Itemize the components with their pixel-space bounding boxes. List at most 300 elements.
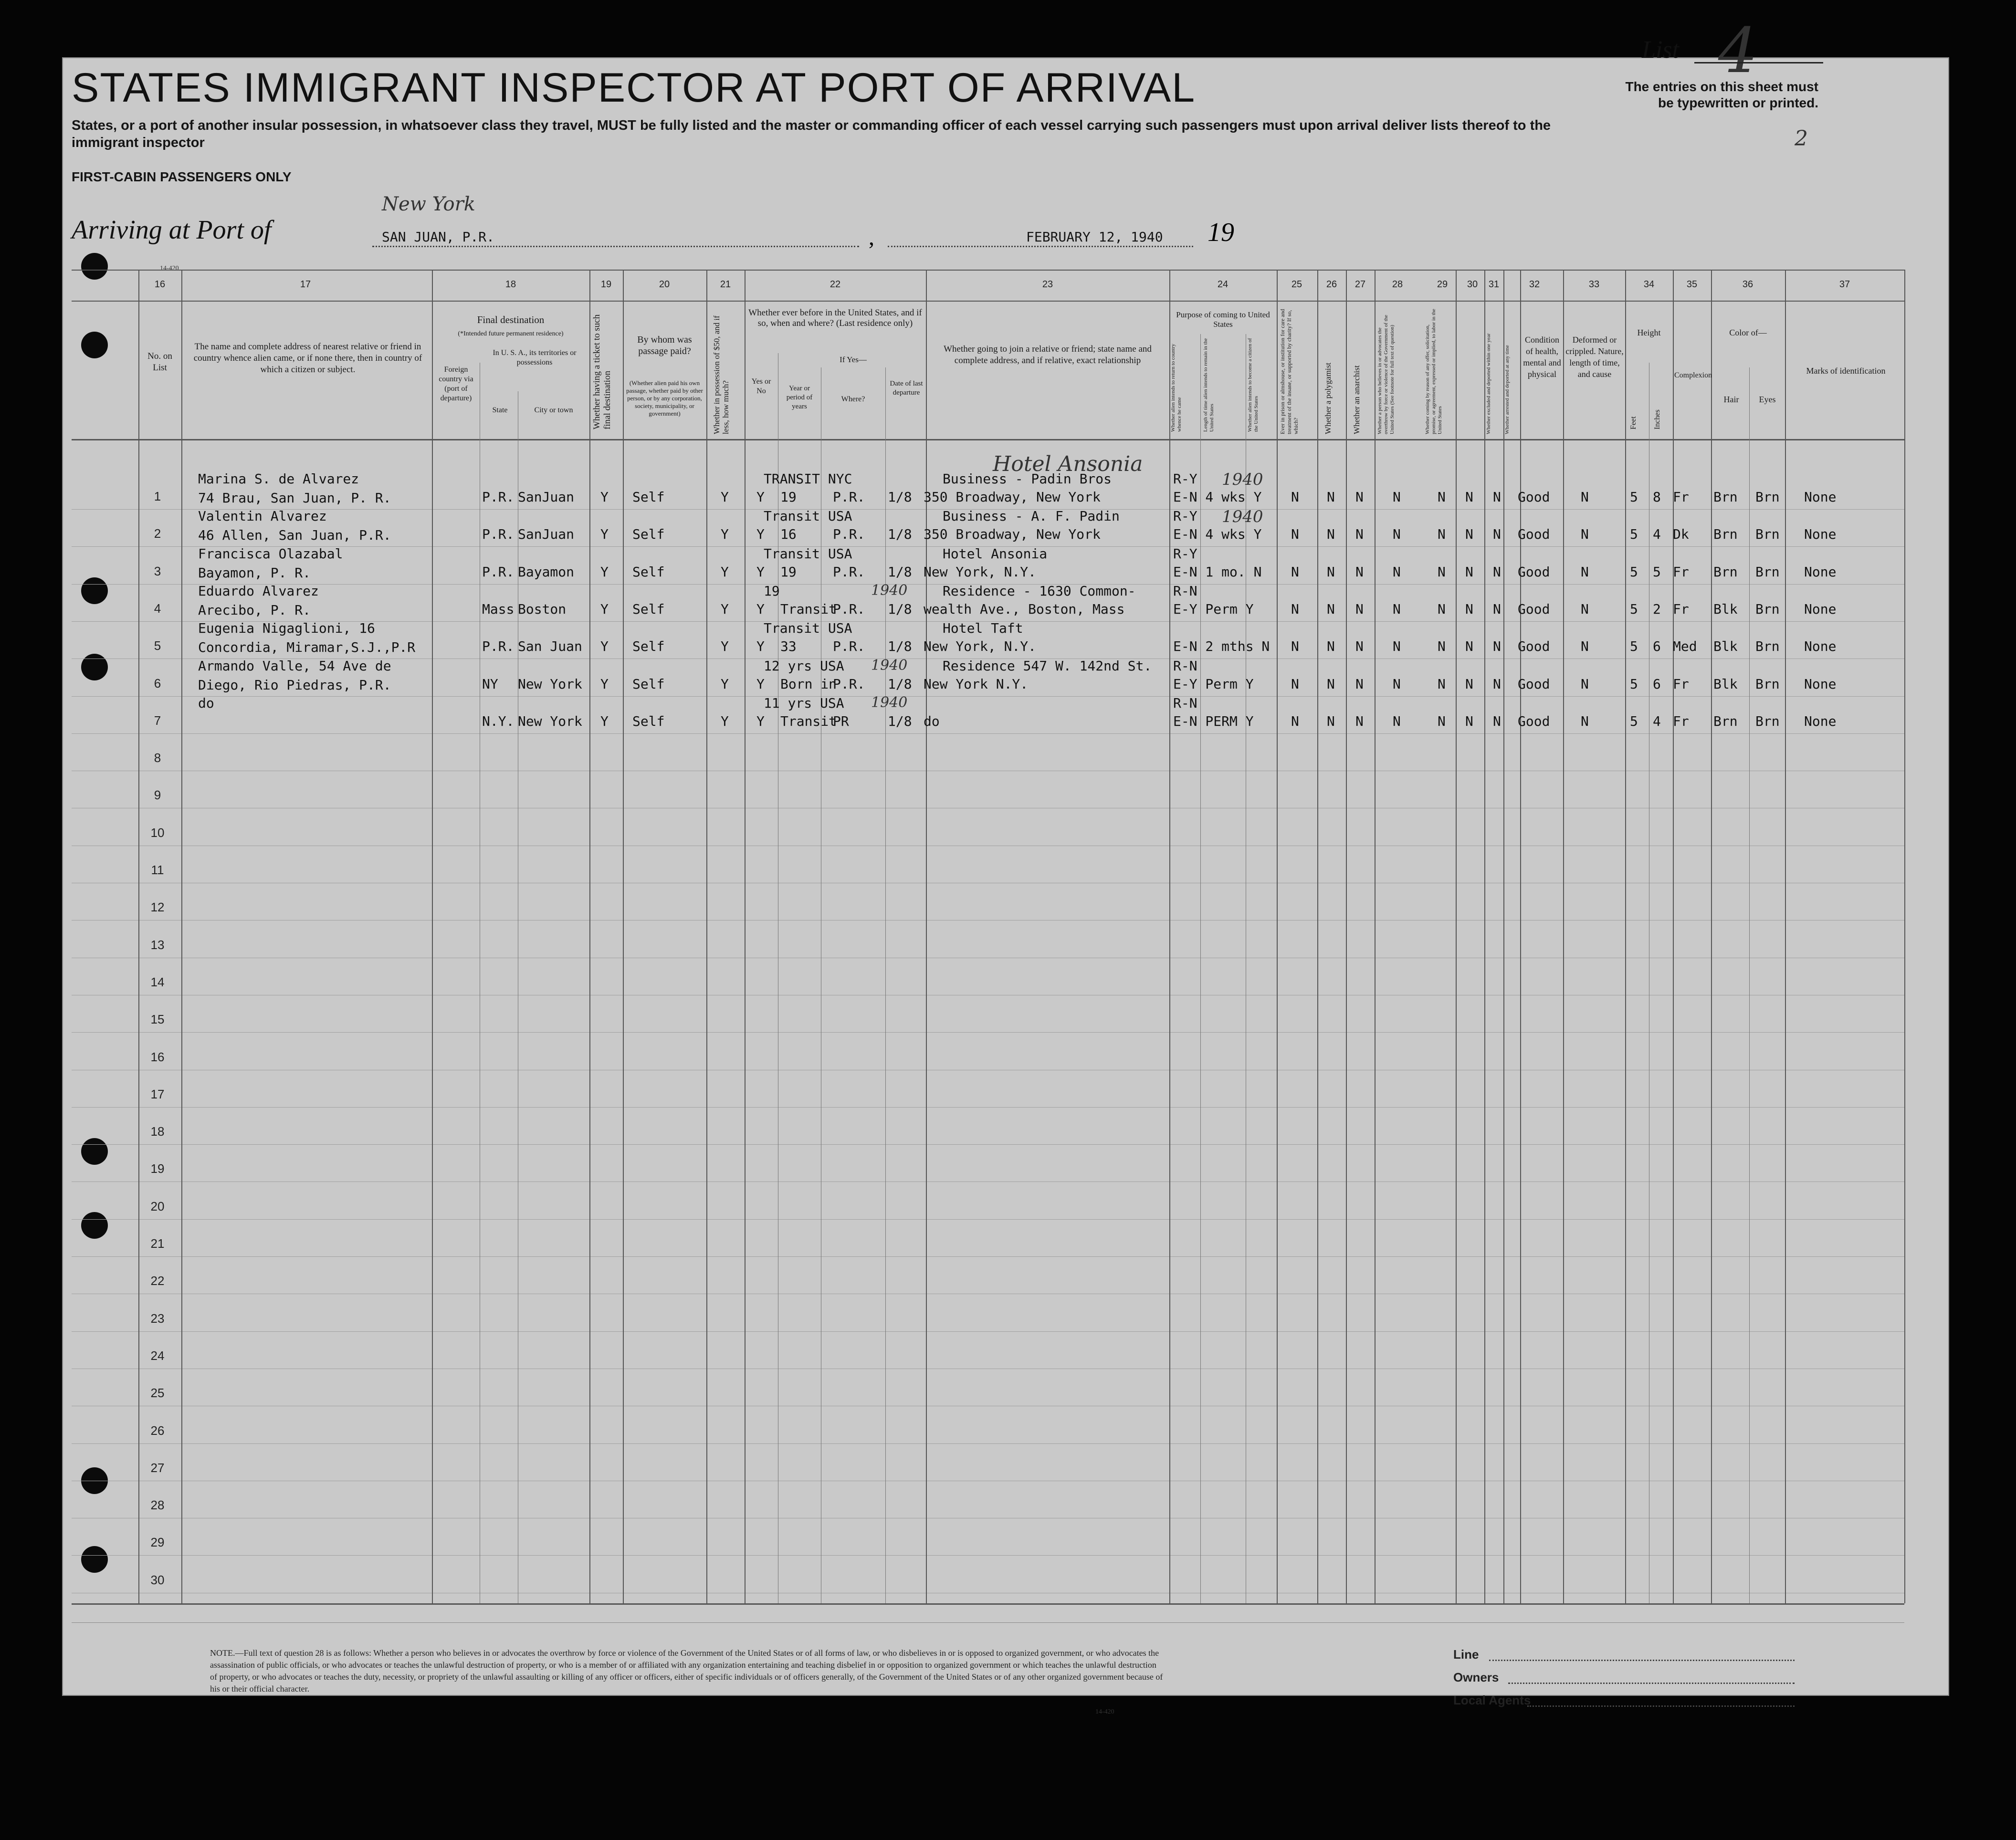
- header-passage-paid-sub: (Whether alien paid his own passage, whether paid by other person, or by any corporation, society, municipality, or government): [626, 379, 703, 417]
- cell-city: SanJuan: [518, 526, 575, 543]
- cell-p24: E-N 1 mo. N: [1173, 564, 1262, 580]
- cell-inches: 6: [1653, 638, 1661, 655]
- cell-eyes: Brn: [1755, 601, 1780, 617]
- row-number: 24: [150, 1348, 165, 1363]
- row-number: 12: [150, 900, 165, 915]
- header-passage-paid: By whom was passage paid?: [637, 335, 692, 356]
- list-label: List: [1642, 36, 1680, 63]
- cell-where: P.R.: [833, 638, 865, 655]
- row-number: 18: [150, 1124, 165, 1139]
- cell-eyes: Brn: [1755, 489, 1780, 505]
- row-number: 9: [154, 788, 161, 803]
- cell-where: P.R.: [833, 489, 865, 505]
- header-prison: Ever in prison or almshouse, or institution for care and treatment of the insane, or supported by charity? If so, which?: [1279, 309, 1299, 434]
- line-dotted-line: [1489, 1660, 1795, 1661]
- column-number: 33: [1588, 279, 1600, 290]
- cell-c25: N: [1291, 564, 1299, 580]
- cell-health: Good: [1518, 564, 1550, 580]
- cell-money: Y: [721, 601, 729, 617]
- cell-c29: N: [1438, 601, 1446, 617]
- header-final-destination-sub: (*Intended future permanent residence): [458, 330, 564, 337]
- cell-c31: N: [1493, 638, 1501, 655]
- cell-name1: Eduardo Alvarez: [198, 583, 319, 599]
- cell-where: P.R.: [833, 526, 865, 543]
- cell-above23: Business - A. F. Padin: [943, 508, 1120, 524]
- cell-date: 1/8: [888, 489, 912, 505]
- cell-complexion: Fr: [1673, 489, 1689, 505]
- handwritten-hand22: 1940: [871, 657, 908, 674]
- row-number: 27: [150, 1460, 165, 1475]
- row-number: 5: [154, 638, 161, 653]
- handwritten-hand24: 1940: [1222, 507, 1263, 527]
- cell-c27: N: [1355, 713, 1364, 729]
- cell-above24: R-Y: [1173, 545, 1197, 562]
- cell-before: Y: [756, 713, 765, 729]
- cell-health: Good: [1518, 601, 1550, 617]
- row-number: 3: [154, 564, 161, 578]
- header-where: Where?: [841, 395, 865, 403]
- year-printed: 19: [1208, 218, 1234, 247]
- cell-year: 33: [780, 638, 797, 655]
- cell-name1: Marina S. de Alvarez: [198, 471, 359, 487]
- cell-above24: R-Y: [1173, 508, 1197, 524]
- form-code-bottom: 14-420: [1095, 1708, 1114, 1715]
- cell-c30: N: [1465, 489, 1473, 505]
- cell-hair: Blk: [1713, 601, 1738, 617]
- cell-date: 1/8: [888, 676, 912, 692]
- cell-city: SanJuan: [518, 489, 575, 505]
- row-number: 19: [150, 1161, 165, 1176]
- cell-c26: N: [1327, 638, 1335, 655]
- cell-name2: Diego, Rio Piedras, P.R.: [198, 677, 391, 693]
- agents-dotted-line: [1527, 1705, 1795, 1707]
- cell-hair: Blk: [1713, 638, 1738, 655]
- cell-above23: Residence 547 W. 142nd St.: [943, 658, 1152, 674]
- row-number: 11: [151, 863, 164, 877]
- cell-city: Boston: [518, 601, 567, 617]
- cell-name2: Concordia, Miramar,S.J.,P.R: [198, 639, 416, 656]
- binder-hole: [81, 577, 108, 604]
- port-handwritten: New York: [382, 193, 475, 215]
- col-line: [138, 270, 139, 1603]
- cell-c28: N: [1393, 526, 1401, 543]
- cell-before: Y: [756, 526, 765, 543]
- col-line: [1200, 334, 1201, 1603]
- cell-above24: R-N: [1173, 695, 1197, 711]
- cell-hair: Brn: [1713, 489, 1738, 505]
- cell-name2: Arecibo, P. R.: [198, 602, 311, 618]
- header-eyes: Eyes: [1759, 395, 1776, 404]
- cell-eyes: Brn: [1755, 676, 1780, 692]
- cell-where: P.R.: [833, 676, 865, 692]
- cell-c25: N: [1291, 489, 1299, 505]
- column-number: 26: [1326, 279, 1337, 290]
- cell-inches: 4: [1653, 713, 1661, 729]
- row-number: 16: [150, 1049, 165, 1064]
- header-excluded: Whether excluded and deported within one year: [1486, 333, 1491, 434]
- cell-year: Born in: [780, 676, 837, 692]
- cell-paid: Self: [632, 638, 665, 655]
- cell-feet: 5: [1630, 676, 1638, 692]
- col-line: [1169, 270, 1170, 1603]
- column-number: 24: [1217, 279, 1228, 290]
- cell-c30: N: [1465, 638, 1473, 655]
- cell-marks: None: [1804, 601, 1837, 617]
- col-line: [1904, 270, 1905, 1603]
- list-number: 4: [1718, 14, 1758, 87]
- col-line: [885, 367, 886, 1603]
- row-line: [72, 696, 1904, 697]
- cell-c26: N: [1327, 713, 1335, 729]
- header-fifty-dollars: Whether in possession of $50, and if less, how much?: [712, 315, 730, 434]
- row-number: 23: [150, 1311, 165, 1326]
- cell-date: 1/8: [888, 713, 912, 729]
- row-number: 28: [150, 1498, 165, 1513]
- cell-where: PR: [833, 713, 849, 729]
- header-health: Condition of health, mental and physical: [1523, 335, 1561, 379]
- handwritten-hand24: 1940: [1222, 470, 1263, 489]
- cell-c29: N: [1438, 526, 1446, 543]
- cell-hair: Brn: [1713, 713, 1738, 729]
- page-title: STATES IMMIGRANT INSPECTOR AT PORT OF ARRIVAL: [72, 65, 1196, 111]
- cell-c25: N: [1291, 526, 1299, 543]
- column-number: 31: [1488, 279, 1500, 290]
- column-number: 36: [1742, 279, 1754, 290]
- cell-above24: R-N: [1173, 658, 1197, 674]
- cell-c31: N: [1493, 676, 1501, 692]
- cell-join: New York, N.Y.: [924, 564, 1037, 580]
- cell-inches: 8: [1653, 489, 1661, 505]
- cell-c30: N: [1465, 713, 1473, 729]
- binder-hole: [81, 1212, 108, 1239]
- binder-hole: [81, 654, 108, 680]
- column-number: 32: [1529, 279, 1540, 290]
- col-line: [1503, 270, 1504, 1603]
- header-arrested: Whether arrested and deported at any time: [1504, 345, 1510, 434]
- row-number: 2: [154, 526, 161, 541]
- cell-deformed: N: [1581, 489, 1589, 505]
- cell-ticket: Y: [600, 601, 609, 617]
- cell-where: P.R.: [833, 601, 865, 617]
- header-yes-or-no: Yes or No: [751, 377, 771, 395]
- cell-above22: Transit USA: [764, 620, 852, 637]
- col-line: [926, 270, 927, 1603]
- header-ticket: Whether having a ticket to such final destination: [592, 314, 612, 429]
- cell-complexion: Dk: [1673, 526, 1689, 543]
- manifest-sheet: [62, 57, 1949, 1696]
- col-line: [1277, 270, 1278, 1603]
- cell-hair: Blk: [1713, 676, 1738, 692]
- cell-c25: N: [1291, 638, 1299, 655]
- row-line: [72, 1331, 1904, 1332]
- cell-marks: None: [1804, 638, 1837, 655]
- cell-date: 1/8: [888, 601, 912, 617]
- header-in-usa: In U. S. A., its territories or possessions: [493, 349, 577, 366]
- cell-health: Good: [1518, 526, 1550, 543]
- binder-hole: [81, 253, 108, 280]
- row-number: 22: [150, 1274, 165, 1288]
- header-join-relative: Whether going to join a relative or friend; state name and complete address, and if relative, exact relationship: [944, 344, 1152, 366]
- cell-city: New York: [518, 713, 582, 729]
- cell-before: Y: [756, 676, 765, 692]
- cell-money: Y: [721, 564, 729, 580]
- cell-state: P.R.: [482, 638, 514, 655]
- cell-ticket: Y: [600, 489, 609, 505]
- port-dotted-line: [372, 246, 859, 247]
- row-number: 20: [150, 1199, 165, 1213]
- cell-name2: 74 Brau, San Juan, P. R.: [198, 490, 391, 506]
- cell-paid: Self: [632, 713, 665, 729]
- cell-above22: 11 yrs USA: [764, 695, 844, 711]
- header-marks: Marks of identification: [1806, 366, 1886, 376]
- handwritten-hand22: 1940: [871, 582, 908, 599]
- arriving-label: Arriving at Port of: [72, 215, 272, 245]
- instructions: States, or a port of another insular possession, in whatsoever class they travel, MUST be fully listed and the master or commanding officer of each vessel carrying such passengers must upon arrival deliver lists thereof to the immigrant inspector: [72, 118, 1551, 150]
- col-line: [181, 270, 182, 1603]
- cell-above23: Business - Padin Bros: [943, 471, 1112, 487]
- cell-city: Bayamon: [518, 564, 575, 580]
- question-28-note: NOTE.—Full text of question 28 is as follows: Whether a person who believes in or advocates the overthrow by force or violence of the Government of the United States or of all forms of law, or who disbelieves in or is opposed to organized government, or who advocates the assassination of public officials, or who advocates or teaches the unlawful destruction of property, or who is a member of or affiliated with any organization entertaining and teaching disbelief in or opposition to organized government or which teaches the unlawful destruction of property, or who advocates or teaches the duty, necessity, or propriety of the unlawful assaulting or killing of any officer or officers, either of specific individuals or of officers generally, of the Government of the United States or of any other organized government because of his or their official character.: [210, 1648, 1163, 1694]
- cell-c31: N: [1493, 564, 1501, 580]
- cell-ticket: Y: [600, 564, 609, 580]
- footer-top-line: [72, 1622, 1904, 1623]
- cell-join: 350 Broadway, New York: [924, 489, 1101, 505]
- cell-c26: N: [1327, 676, 1335, 692]
- cell-complexion: Fr: [1673, 713, 1689, 729]
- cell-year: Transit: [780, 601, 837, 617]
- cell-deformed: N: [1581, 564, 1589, 580]
- cell-c28: N: [1393, 564, 1401, 580]
- cell-inches: 6: [1653, 676, 1661, 692]
- cell-deformed: N: [1581, 713, 1589, 729]
- col-line: [589, 270, 590, 1603]
- cell-inches: 5: [1653, 564, 1661, 580]
- col-line: [1346, 270, 1347, 1603]
- cell-p24: E-Y Perm Y: [1173, 601, 1254, 617]
- cell-health: Good: [1518, 713, 1550, 729]
- cell-paid: Self: [632, 489, 665, 505]
- cell-before: Y: [756, 601, 765, 617]
- cell-above23: Hotel Taft: [943, 620, 1023, 637]
- header-purpose: Purpose of coming to United States: [1176, 310, 1270, 329]
- row-line: [72, 1555, 1904, 1556]
- cell-paid: Self: [632, 676, 665, 692]
- form-code-top: 14-420: [160, 265, 179, 272]
- cell-city: New York: [518, 676, 582, 692]
- row-number: 10: [150, 825, 165, 840]
- cell-c26: N: [1327, 601, 1335, 617]
- cell-name1: Francisca Olazabal: [198, 545, 343, 562]
- row-number: 1: [154, 489, 161, 503]
- cell-c31: N: [1493, 601, 1501, 617]
- cell-p24: E-N 4 wks Y: [1173, 489, 1262, 505]
- cell-c30: N: [1465, 564, 1473, 580]
- port-typed: SAN JUAN, P.R.: [382, 229, 495, 245]
- cell-ticket: Y: [600, 526, 609, 543]
- cell-name1: Armando Valle, 54 Ave de: [198, 658, 391, 674]
- cell-before: Y: [756, 638, 765, 655]
- cell-p24: E-Y Perm Y: [1173, 676, 1254, 692]
- cell-eyes: Brn: [1755, 713, 1780, 729]
- col-line: [1375, 270, 1376, 1603]
- header-purpose-return: Whether alien intends to return to country whence he came: [1170, 344, 1182, 432]
- cell-name2: Bayamon, P. R.: [198, 565, 311, 581]
- col-line: [1673, 270, 1674, 1603]
- cell-ticket: Y: [600, 713, 609, 729]
- cell-p24: E-N 2 mths N: [1173, 638, 1270, 655]
- header-purpose-citizen: Whether alien intends to become a citizen of the United States: [1247, 338, 1259, 432]
- cell-date: 1/8: [888, 564, 912, 580]
- cell-above23: Residence - 1630 Common-: [943, 583, 1136, 599]
- side-number: 2: [1795, 126, 1808, 151]
- header-purpose-length: Length of time alien intends to remain in the United States: [1203, 338, 1215, 432]
- cell-money: Y: [721, 713, 729, 729]
- row-line: [72, 1181, 1904, 1182]
- row-number: 13: [150, 937, 165, 952]
- binder-hole: [81, 1546, 108, 1573]
- cell-money: Y: [721, 489, 729, 505]
- column-number: 37: [1839, 279, 1850, 290]
- column-number: 22: [830, 279, 841, 290]
- header-anarchist: Whether an anarchist: [1352, 365, 1361, 434]
- cell-c26: N: [1327, 489, 1335, 505]
- row-line: [72, 1107, 1904, 1108]
- cell-p24: E-N 4 wks Y: [1173, 526, 1262, 543]
- cell-join: New York, N.Y.: [924, 638, 1037, 655]
- cell-state: N.Y.: [482, 713, 514, 729]
- col-line: [1785, 270, 1786, 1603]
- cell-c29: N: [1438, 638, 1446, 655]
- header-final-destination: Final destination: [477, 314, 545, 325]
- row-number: 6: [154, 676, 161, 690]
- cell-c27: N: [1355, 489, 1364, 505]
- row-number: 30: [150, 1572, 165, 1587]
- cell-year: 16: [780, 526, 797, 543]
- column-number-line: [72, 301, 1904, 302]
- cell-c27: N: [1355, 601, 1364, 617]
- col-line: [706, 270, 707, 1603]
- cell-c25: N: [1291, 713, 1299, 729]
- cell-c29: N: [1438, 713, 1446, 729]
- handwritten-hand22: 1940: [871, 694, 908, 711]
- cell-c28: N: [1393, 489, 1401, 505]
- cell-before: Y: [756, 489, 765, 505]
- cell-money: Y: [721, 676, 729, 692]
- cell-complexion: Fr: [1673, 601, 1689, 617]
- column-number: 27: [1354, 279, 1366, 290]
- cell-state: Mass: [482, 601, 514, 617]
- header-deformed: Deformed or crippled. Nature, length of time, and cause: [1565, 335, 1624, 379]
- cell-eyes: Brn: [1755, 526, 1780, 543]
- col-line: [1317, 270, 1318, 1603]
- cell-c31: N: [1493, 526, 1501, 543]
- cell-eyes: Brn: [1755, 638, 1780, 655]
- cell-deformed: N: [1581, 601, 1589, 617]
- column-number: 35: [1686, 279, 1698, 290]
- header-height: Height: [1637, 328, 1661, 337]
- col-line: [1625, 270, 1626, 1603]
- cell-c25: N: [1291, 601, 1299, 617]
- cell-money: Y: [721, 526, 729, 543]
- cell-year: 19: [780, 489, 797, 505]
- cell-p24: E-N PERM Y: [1173, 713, 1254, 729]
- cell-c31: N: [1493, 489, 1501, 505]
- comma: ,: [869, 225, 874, 250]
- cell-c28: N: [1393, 676, 1401, 692]
- cell-feet: 5: [1630, 638, 1638, 655]
- row-number: 8: [154, 751, 161, 765]
- cell-c26: N: [1327, 564, 1335, 580]
- cell-above24: R-Y: [1173, 471, 1197, 487]
- cell-health: Good: [1518, 638, 1550, 655]
- cell-above22: Transit USA: [764, 545, 852, 562]
- cell-state: P.R.: [482, 489, 514, 505]
- col-line: [1711, 270, 1712, 1603]
- header-state: State: [492, 406, 508, 414]
- cell-above24: R-N: [1173, 583, 1197, 599]
- cell-complexion: Med: [1673, 638, 1697, 655]
- cell-marks: None: [1804, 564, 1837, 580]
- row-number: 21: [150, 1236, 165, 1251]
- cell-c29: N: [1438, 564, 1446, 580]
- row-number: 7: [154, 713, 161, 728]
- column-number: 21: [720, 279, 731, 290]
- entries-note: The entries on this sheet must be typewritten or printed.: [1625, 79, 1818, 110]
- cell-c27: N: [1355, 564, 1364, 580]
- cell-city: San Juan: [518, 638, 582, 655]
- local-agents-label: Local Agents: [1453, 1693, 1531, 1707]
- cell-health: Good: [1518, 676, 1550, 692]
- cell-state: NY: [482, 676, 498, 692]
- header-year-period: Year or period of years: [786, 385, 813, 410]
- cell-complexion: Fr: [1673, 564, 1689, 580]
- cell-c26: N: [1327, 526, 1335, 543]
- row-line: [72, 1144, 1904, 1145]
- cell-c28: N: [1393, 638, 1401, 655]
- header-labor-offer: Whether coming by reason of any offer, solicitation, promise, or agreement, expressed or implied, to labor in the United States: [1425, 309, 1443, 434]
- cell-feet: 5: [1630, 526, 1638, 543]
- cell-hair: Brn: [1713, 564, 1738, 580]
- column-number: 30: [1467, 279, 1478, 290]
- header-polygamist: Whether a polygamist: [1323, 362, 1333, 434]
- cell-year: 19: [780, 564, 797, 580]
- row-line: [72, 1443, 1904, 1444]
- cell-name1: Eugenia Nigaglioni, 16: [198, 620, 375, 637]
- row-line: [72, 733, 1904, 734]
- cell-name2: 46 Allen, San Juan, P.R.: [198, 527, 391, 544]
- cell-complexion: Fr: [1673, 676, 1689, 692]
- cell-state: P.R.: [482, 526, 514, 543]
- column-number: 34: [1643, 279, 1655, 290]
- cell-health: Good: [1518, 489, 1550, 505]
- column-number: 23: [1042, 279, 1053, 290]
- cell-deformed: N: [1581, 638, 1589, 655]
- class-line: FIRST-CABIN PASSENGERS ONLY: [72, 169, 292, 184]
- row-line: [72, 1032, 1904, 1033]
- header-color-of: Color of—: [1729, 328, 1767, 337]
- binder-hole: [81, 1138, 108, 1165]
- cell-inches: 4: [1653, 526, 1661, 543]
- cell-state: P.R.: [482, 564, 514, 580]
- cell-marks: None: [1804, 676, 1837, 692]
- cell-c29: N: [1438, 489, 1446, 505]
- date-dotted-line: [888, 246, 1193, 247]
- header-foreign-country: Foreign country via (port of departure): [439, 366, 473, 402]
- line-label: Line: [1453, 1647, 1479, 1662]
- row-number: 4: [154, 601, 161, 616]
- cell-c30: N: [1465, 676, 1473, 692]
- cell-where: P.R.: [833, 564, 865, 580]
